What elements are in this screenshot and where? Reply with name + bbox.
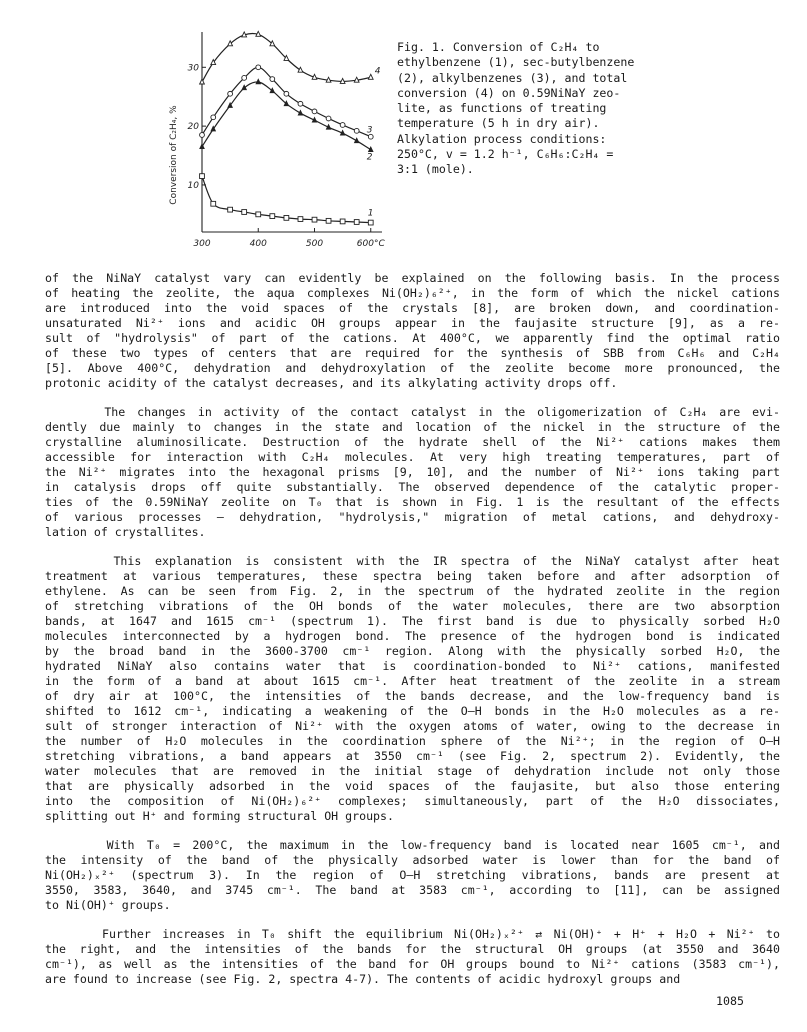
data-point-open-triangle xyxy=(368,74,373,79)
text-line: in the form of a band at about 1615 cm⁻¹. After heat treatment of the zeolite in a stream xyxy=(45,674,780,688)
paragraph xyxy=(45,838,780,913)
caption-line: temperature (5 h in dry air). xyxy=(397,116,600,131)
text-line: dently due mainly to changes in the state and location of the nickel in the structure of the xyxy=(45,420,780,434)
x-tick-label: 400 xyxy=(249,239,267,249)
text-line: the right, and the intensities of the bands for the structural OH groups (at 3550 and 3640 xyxy=(45,942,780,956)
curve-label-3: 3 xyxy=(366,125,373,136)
caption-line: Alkylation process conditions: xyxy=(397,131,607,146)
paragraph xyxy=(45,271,780,391)
text-line: Ni(OH₂)ₓ²⁺ (spectrum 3). In the region of O—H stretching vibrations, bands are present at xyxy=(45,868,780,882)
chart-curves xyxy=(202,33,371,222)
caption-line: ethylbenzene (1), sec-butylbenzene xyxy=(397,55,635,70)
data-point-open-triangle xyxy=(242,32,247,37)
text-line: cm⁻¹), as well as the intensities of the band for OH groups bound to Ni²⁺ cations (3583 cm⁻¹), xyxy=(45,957,780,971)
paragraph xyxy=(45,405,780,540)
text-line: ethylene. As can be seen from Fig. 2, in the spectrum of the hydrated zeolite in the region xyxy=(45,584,780,598)
text-line: ties of the 0.59NiNaY zeolite on T₀ that is shown in Fig. 1 is the resultant of the effects xyxy=(45,495,780,509)
curve-label-1: 1 xyxy=(367,208,374,219)
text-line: crystalline aluminosilicate. Destruction of the hydrate shell of the Ni²⁺ cations makes them xyxy=(45,435,780,449)
text-line: [5]. Above 400°C, dehydration and dehydroxylation of the zeolite become more pronounced, the xyxy=(45,361,780,375)
y-tick-label: 20 xyxy=(187,122,199,133)
data-point-circle xyxy=(340,123,345,128)
text-line: that are physically adsorbed in the void spaces of the faujasite, but also those entering xyxy=(45,779,780,793)
data-point-open-triangle xyxy=(228,41,233,46)
data-point-open-triangle xyxy=(256,31,261,36)
data-point-square xyxy=(228,207,233,212)
data-point-circle xyxy=(256,65,261,70)
text-line: unsaturated Ni²⁺ ions and acidic OH groups appear in the faujasite structure [9], as a re- xyxy=(45,316,780,330)
data-point-open-triangle xyxy=(340,78,345,83)
data-point-square xyxy=(211,201,216,206)
y-axis-label: Conversion of C₂H₄, % xyxy=(169,105,179,205)
text-line: Further increases in T₀ shift the equilibrium Ni(OH₂)ₓ²⁺ ⇄ Ni(OH)⁺ + H⁺ + H₂O + Ni²⁺ to xyxy=(45,927,780,941)
text-line: of dry air at 100°C, the intensities of the bands decrease, and the low-frequency band is xyxy=(45,689,780,703)
text-line: splitting out H⁺ and forming structural OH groups. xyxy=(45,809,395,823)
data-point-circle xyxy=(228,91,233,96)
text-line: sult of "hydrolysis" of part of the cations. At 400°C, we apparently find the optimal ratio xyxy=(45,331,780,345)
data-point-open-triangle xyxy=(298,67,303,72)
text-line: of stretching vibrations of the OH bonds of the water molecules, there are two absorption xyxy=(45,599,780,613)
text-line: treatment at various temperatures, these spectra being taken before and after adsorption of xyxy=(45,569,780,583)
text-line: molecules interconnected by a hydrogen bond. The presence of the hydrogen bond is indicated xyxy=(45,629,780,643)
data-point-square xyxy=(354,220,359,225)
text-line: bands, at 1647 and 1615 cm⁻¹ (spectrum 1). The first band is due to physically sorbed H₂O xyxy=(45,614,780,628)
data-point-triangle xyxy=(270,88,275,93)
text-line: the number of H₂O molecules in the coordination sphere of the Ni²⁺; in the region of O—H xyxy=(45,734,780,748)
data-point-square xyxy=(368,220,373,225)
text-line: This explanation is consistent with the IR spectra of the NiNaY catalyst after heat xyxy=(45,554,780,568)
data-point-square xyxy=(340,219,345,224)
data-point-square xyxy=(298,217,303,222)
data-point-open-triangle xyxy=(354,77,359,82)
data-point-square xyxy=(242,210,247,215)
caption-line: (2), alkylbenzenes (3), and total xyxy=(397,70,628,85)
text-line: sult of stronger interaction of Ni²⁺ with the oxygen atoms of water, owing to the decrease in xyxy=(45,719,780,733)
data-point-circle xyxy=(270,77,275,82)
x-tick-label: 600°C xyxy=(356,239,385,249)
caption-line: 250°C, v = 1.2 h⁻¹, C₆H₆:C₂H₄ = xyxy=(397,147,614,162)
text-line: water molecules that are removed in the initial stage of dehydration include not only those xyxy=(45,764,780,778)
data-point-square xyxy=(326,218,331,223)
caption-line: 3:1 (mole). xyxy=(397,162,474,177)
text-line: are found to increase (see Fig. 2, spectra 4-7). The contents of acidic hydroxyl groups and xyxy=(45,972,681,986)
chart-curve-labels xyxy=(367,66,381,218)
chart-markers xyxy=(200,31,374,225)
text-line: hydrated NiNaY also contains water that is coordination-bonded to Ni²⁺ cations, manifested xyxy=(45,659,780,673)
data-point-open-triangle xyxy=(270,41,275,46)
caption-line: conversion (4) on 0.59NiNaY zeo- xyxy=(397,85,621,100)
data-point-square xyxy=(270,214,275,219)
text-line: into the composition of Ni(OH₂)₆²⁺ complexes; simultaneously, part of the H₂O dissociates, xyxy=(45,794,780,808)
text-line: shifted to 1612 cm⁻¹, indicating a weakening of the O—H bonds in the H₂O molecules as a re- xyxy=(45,704,780,718)
data-point-open-triangle xyxy=(312,74,317,79)
text-line: The changes in activity of the contact catalyst in the oligomerization of C₂H₄ are evi- xyxy=(45,405,780,419)
data-point-triangle xyxy=(242,85,247,90)
text-line: of various processes — dehydration, "hydrolysis," migration of metal cations, and dehydroxy- xyxy=(45,510,780,524)
text-line: stretching vibrations, a band appears at 3550 cm⁻¹ (see Fig. 2, spectrum 2). Evidently, the xyxy=(45,749,780,763)
data-point-square xyxy=(200,174,205,179)
text-line: the intensity of the band of the physically adsorbed water is lower than for the band of xyxy=(45,853,780,867)
x-tick-label: 500 xyxy=(305,239,324,249)
text-line: accessible for interaction with C₂H₄ molecules. At very high treating temperatures, part of xyxy=(45,450,780,464)
data-point-open-triangle xyxy=(326,77,331,82)
text-line: in catalysis drops off quite substantially. The observed dependence of the catalytic proper- xyxy=(45,480,780,494)
data-point-circle xyxy=(312,109,317,114)
text-line: the Ni²⁺ migrates into the hexagonal prisms [9, 10], and the number of Ni²⁺ ions taking part xyxy=(45,465,780,479)
data-point-square xyxy=(312,217,317,222)
data-point-circle xyxy=(242,75,247,80)
data-point-square xyxy=(284,215,289,220)
data-point-circle xyxy=(298,101,303,106)
page-number: 1085 xyxy=(716,994,744,1008)
data-point-circle xyxy=(326,116,331,121)
text-line: by the broad band in the 3600-3700 cm⁻¹ region. Along with the physically sorbed H₂O, the xyxy=(45,644,780,658)
text-line: of heating the zeolite, the aqua complexes Ni(OH₂)₆²⁺, in the form of which the nickel cations xyxy=(45,286,780,300)
data-point-circle xyxy=(200,133,205,138)
text-line: are introduced into the void spaces of the crystals [8], are broken down, and coordination- xyxy=(45,301,780,315)
text-line: 3550, 3583, 3640, and 3745 cm⁻¹. The band at 3583 cm⁻¹, according to [11], can be assigned xyxy=(45,883,780,897)
data-point-circle xyxy=(284,91,289,96)
article-body xyxy=(45,271,780,987)
text-line: to Ni(OH)⁺ groups. xyxy=(45,898,171,912)
text-line: lation of crystallites. xyxy=(45,525,206,539)
y-tick-label: 10 xyxy=(187,180,199,191)
text-line: protonic acidity of the catalyst decreases, and its alkylating activity drops off. xyxy=(45,376,618,390)
figure-1-chart xyxy=(160,20,390,260)
caption-line: Fig. 1. Conversion of C₂H₄ to xyxy=(397,40,600,54)
curve-label-4: 4 xyxy=(374,66,381,77)
paragraph xyxy=(45,927,780,987)
figure-caption xyxy=(397,40,677,178)
y-tick-label: 30 xyxy=(187,63,199,74)
text-line: of the NiNaY catalyst vary can evidently be explained on the following basis. In the process xyxy=(45,271,780,285)
data-point-circle xyxy=(354,128,359,133)
paragraph xyxy=(45,554,780,824)
data-point-circle xyxy=(211,115,216,120)
caption-line: lite, as functions of treating xyxy=(397,101,607,116)
text-line: of these two types of centers that are required for the synthesis of SBB from C₆H₆ and C₂H₄ xyxy=(45,346,780,360)
curve-label-2: 2 xyxy=(366,152,373,163)
data-point-square xyxy=(256,212,261,217)
x-tick-label: 300 xyxy=(193,239,211,249)
data-point-triangle xyxy=(284,101,289,106)
text-line: With T₀ = 200°C, the maximum in the low-frequency band is located near 1605 cm⁻¹, and xyxy=(45,838,780,852)
